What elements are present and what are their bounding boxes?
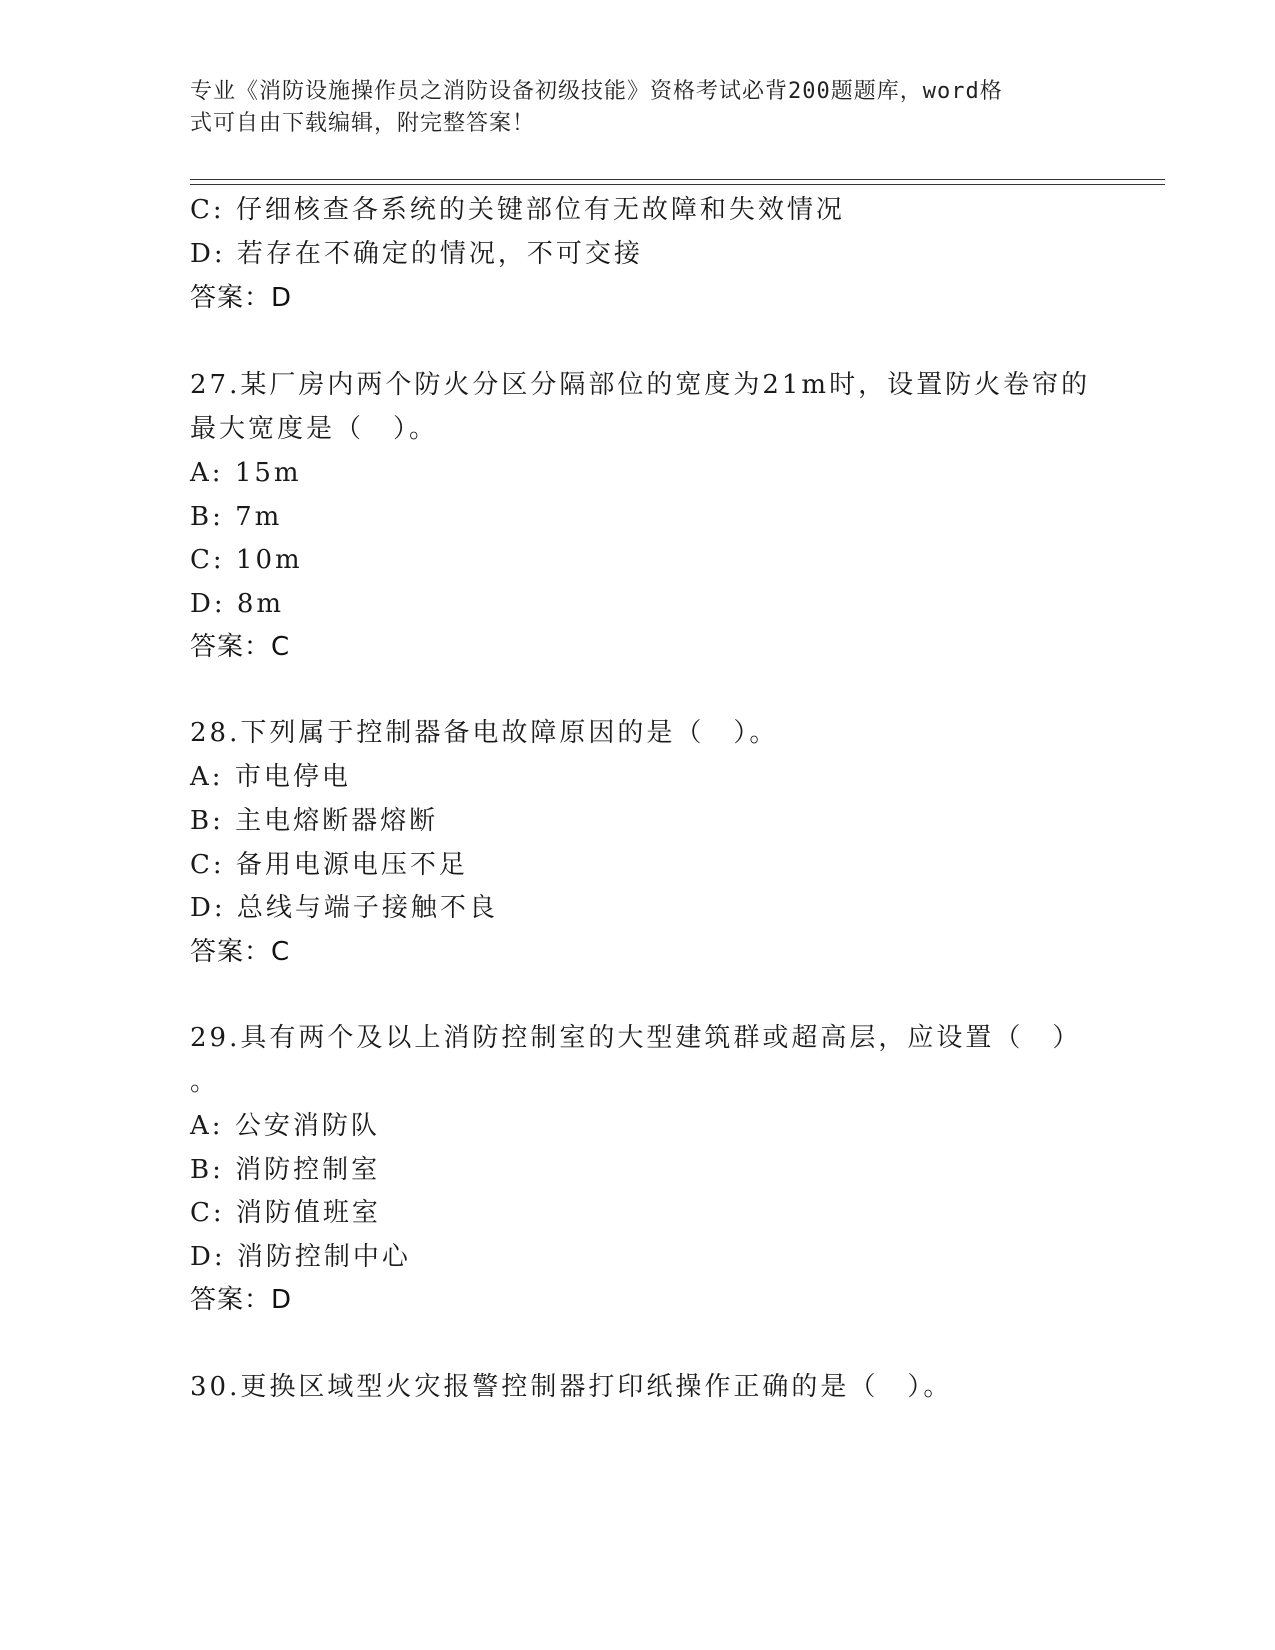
option-letter: B: — [190, 806, 224, 836]
question-29-answer: 答案：D — [190, 1285, 293, 1315]
header-divider-bottom — [190, 184, 1165, 185]
document-header — [190, 76, 1090, 140]
option-text: 消防控制中心 — [236, 1242, 411, 1272]
question-28-option-b — [190, 804, 438, 838]
option-letter: A: — [190, 1111, 224, 1141]
question-27-option-b — [190, 500, 282, 534]
option-text: 15m — [234, 458, 302, 488]
question-30-stem-line-1: 30.更换区域型火灾报警控制器打印纸操作正确的是（ ）。 — [190, 1372, 953, 1402]
question-27-option-c — [190, 543, 303, 577]
option-text: 公安消防队 — [234, 1111, 380, 1141]
header-line-2: 式可自由下载编辑，附完整答案！ — [190, 111, 536, 136]
question-29-option-d — [190, 1240, 411, 1274]
option-letter: B: — [190, 502, 224, 532]
question-27-option-a — [190, 456, 302, 490]
question-27-stem-line-2: 最大宽度是（ ）。 — [190, 414, 439, 444]
option-letter: B: — [190, 1155, 224, 1185]
answer-prev: 答案：D — [190, 283, 293, 313]
option-letter: D: — [190, 239, 226, 269]
question-27-option-d — [190, 587, 284, 621]
option-text: 备用电源电压不足 — [235, 850, 468, 880]
option-text: 7m — [235, 502, 283, 532]
option-text: 市电停电 — [234, 762, 351, 792]
question-29-option-b — [190, 1153, 380, 1187]
option-letter: C: — [190, 850, 225, 880]
header-divider-top — [190, 179, 1165, 180]
question-27-stem-line-1: 27.某厂房内两个防火分区分隔部位的宽度为21m时，设置防火卷帘的 — [190, 370, 1091, 400]
option-letter: A: — [190, 762, 224, 792]
option-text: 若存在不确定的情况，不可交接 — [236, 239, 643, 269]
question-28-option-d — [190, 891, 498, 925]
question-29-stem-line-1: 29.具有两个及以上消防控制室的大型建筑群或超高层，应设置（ ） — [190, 1023, 1082, 1053]
option-letter: D: — [190, 589, 226, 619]
option-letter: A: — [190, 458, 224, 488]
option-text: 8m — [236, 589, 285, 619]
question-27-answer: 答案：C — [190, 632, 291, 662]
question-28-stem-line-1: 28.下列属于控制器备电故障原因的是（ ）。 — [190, 718, 779, 748]
question-29-option-c — [190, 1196, 381, 1230]
option-text: 仔细核查各系统的关键部位有无故障和失效情况 — [235, 195, 845, 225]
option-text: 总线与端子接触不良 — [236, 893, 498, 923]
option-text: 消防值班室 — [235, 1198, 381, 1228]
question-28-option-a — [190, 760, 351, 794]
option-letter: D: — [190, 893, 226, 923]
question-29-stem-line-2: 。 — [190, 1067, 220, 1097]
option-text: 10m — [235, 545, 303, 575]
option-letter: C: — [190, 545, 225, 575]
option-letter: D: — [190, 1242, 226, 1272]
option-d-prev — [190, 237, 643, 271]
option-letter: C: — [190, 1198, 225, 1228]
option-letter: C: — [190, 195, 225, 225]
option-text: 消防控制室 — [235, 1155, 381, 1185]
option-c-prev — [190, 193, 845, 227]
question-28-answer: 答案：C — [190, 937, 291, 967]
question-29-option-a — [190, 1109, 380, 1143]
header-line-1: 专业《消防设施操作员之消防设备初级技能》资格考试必背200题题库，word格 — [190, 79, 1003, 104]
option-text: 主电熔断器熔断 — [235, 806, 439, 836]
question-28-option-c — [190, 848, 468, 882]
